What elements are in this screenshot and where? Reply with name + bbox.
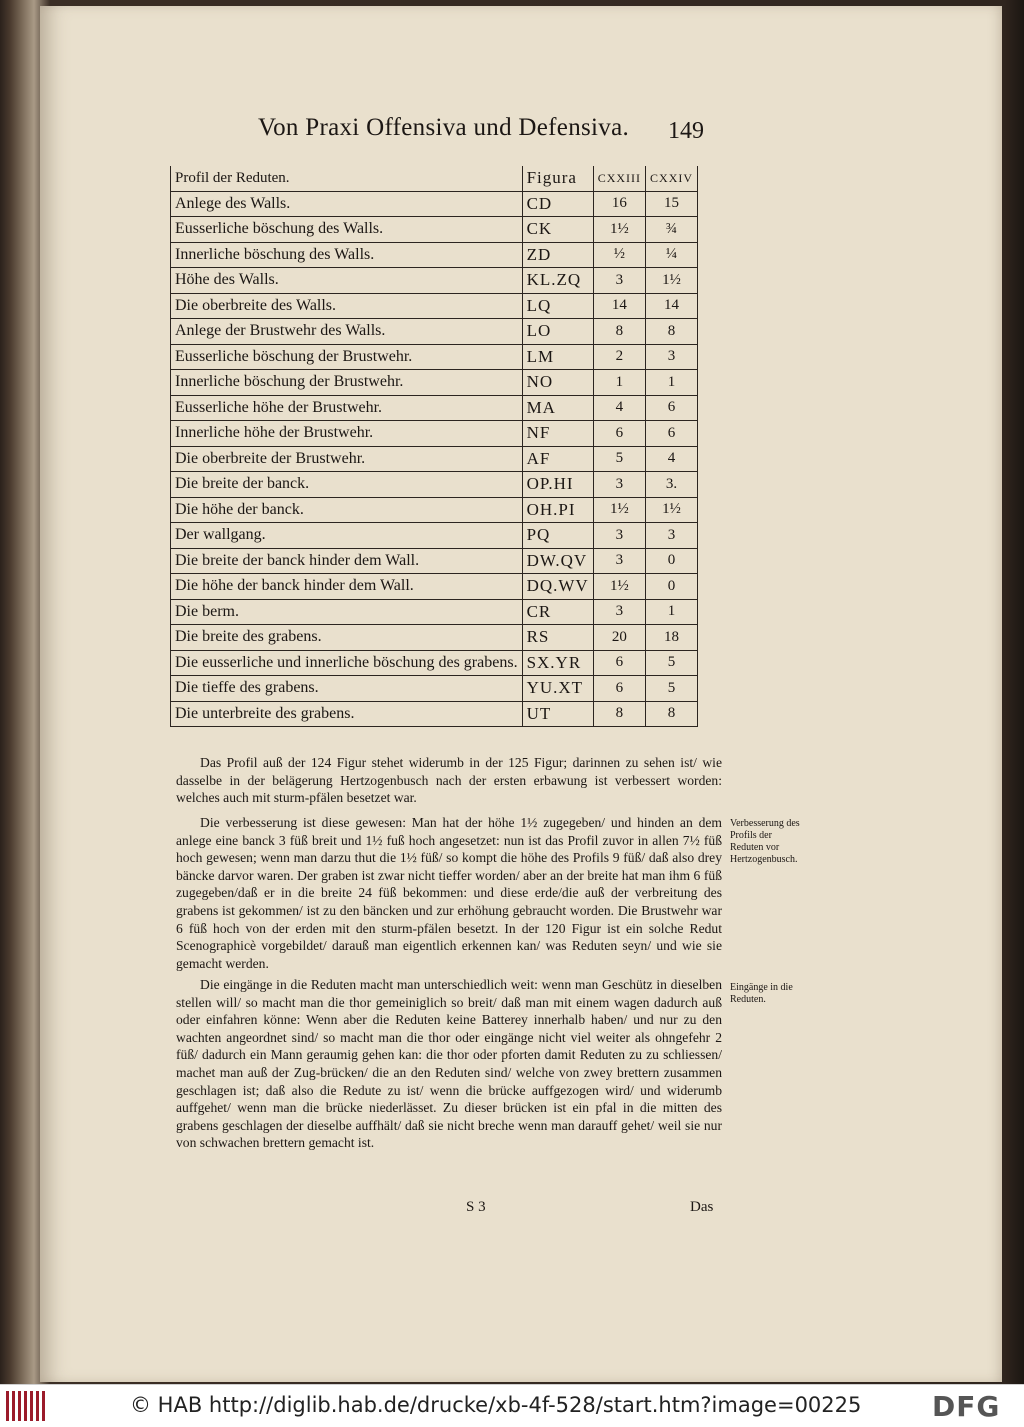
marginal-note-1: Verbesserung des Profils der Reduten vor Hertzogenbusch. bbox=[730, 818, 800, 865]
table-row bbox=[171, 650, 698, 676]
hab-logo-icon bbox=[6, 1391, 46, 1421]
row-value-cxxiv: 5 bbox=[646, 676, 698, 702]
row-label: Der wallgang. bbox=[171, 523, 523, 549]
row-value-cxxiv: 1½ bbox=[646, 268, 698, 294]
row-label: Die berm. bbox=[171, 599, 523, 625]
row-value-cxxiii: 8 bbox=[593, 319, 645, 345]
row-label: Eusserliche böschung der Brustwehr. bbox=[171, 344, 523, 370]
paragraph-2 bbox=[176, 814, 722, 972]
catchword: Das bbox=[690, 1199, 714, 1215]
table-row bbox=[171, 217, 698, 243]
row-value-cxxiii: 3 bbox=[593, 268, 645, 294]
signature-mark: S 3 bbox=[466, 1199, 486, 1215]
book-page bbox=[40, 6, 1002, 1382]
row-value-cxxiv: 15 bbox=[646, 191, 698, 217]
table-row bbox=[171, 548, 698, 574]
paragraph-1-text: Das Profil auß der 124 Figur stehet widerumb in der 125 Figur; darinnen zu sehen ist/ wie dasselbe in der belägerung Hertzogenbusch nach der ersten erbawung ist verbessert worden: welches auch mit sturm-pfälen besetzet war. bbox=[176, 755, 722, 806]
row-value-cxxiii: ½ bbox=[593, 242, 645, 268]
row-figura: DQ.WV bbox=[522, 574, 593, 600]
dfg-logo: DFG bbox=[932, 1390, 1001, 1423]
row-label: Die höhe der banck hinder dem Wall. bbox=[171, 574, 523, 600]
row-value-cxxiii: 3 bbox=[593, 599, 645, 625]
row-label: Anlege des Walls. bbox=[171, 191, 523, 217]
marginal-note-2: Eingänge in die Reduten. bbox=[730, 982, 793, 1005]
profile-table-body bbox=[171, 191, 698, 727]
table-row bbox=[171, 319, 698, 345]
row-label: Die oberbreite des Walls. bbox=[171, 293, 523, 319]
paragraph-3 bbox=[176, 976, 722, 1152]
paragraph-2-text: Die verbesserung ist diese gewesen: Man hat der höhe 1½ zugegeben/ und hinden an dem anlege eine banck 3 füß breit und 1½ fuß hoch angesetzet: nun ist das Profil zuvor in allen 7½ füß hoch gewesen; wenn man darzu thut die 1½ füß/ so kompt die höhe des Profils 9 füß/ daß also drey bäncke darvor waren. Der graben ist zwar nicht tieffer worden/ aber an der breite hat man ihm 6 füß zugegeben/daß er in die breite 24 füß bekommen: und diese erde/die auß der verbreitung des grabens ist gekommen/ ist zu den bäncken und zur erhöhung gebraucht worden. Die Brustwehr war 6 füß hoch von der erden mit den sturm-pfälen besetzt. In der 120 Figur ist ein solche Redut Scenographicè vorgebildet/ darauß man eigentlich erkennen kan/ was Reduten seyn/ und wie sie gemacht werden. bbox=[176, 815, 722, 971]
table-row bbox=[171, 625, 698, 651]
table-header-row bbox=[171, 166, 698, 191]
table-row bbox=[171, 421, 698, 447]
row-figura: MA bbox=[522, 395, 593, 421]
row-value-cxxiii: 5 bbox=[593, 446, 645, 472]
row-label: Die tieffe des grabens. bbox=[171, 676, 523, 702]
table-header-cxxiii: CXXIII bbox=[593, 166, 645, 191]
table-row bbox=[171, 676, 698, 702]
row-value-cxxiv: 0 bbox=[646, 574, 698, 600]
row-figura: CR bbox=[522, 599, 593, 625]
row-label: Die breite der banck hinder dem Wall. bbox=[171, 548, 523, 574]
row-figura: LQ bbox=[522, 293, 593, 319]
row-value-cxxiii: 14 bbox=[593, 293, 645, 319]
row-value-cxxiv: 3 bbox=[646, 344, 698, 370]
table-row bbox=[171, 395, 698, 421]
row-label: Die eusserliche und innerliche böschung des grabens. bbox=[171, 650, 523, 676]
table-row bbox=[171, 497, 698, 523]
row-figura: LO bbox=[522, 319, 593, 345]
row-value-cxxiii: 1½ bbox=[593, 217, 645, 243]
row-figura: ZD bbox=[522, 242, 593, 268]
row-label: Die oberbreite der Brustwehr. bbox=[171, 446, 523, 472]
row-value-cxxiii: 3 bbox=[593, 472, 645, 498]
row-value-cxxiv: 0 bbox=[646, 548, 698, 574]
row-figura: AF bbox=[522, 446, 593, 472]
row-value-cxxiii: 6 bbox=[593, 650, 645, 676]
row-value-cxxiii: 3 bbox=[593, 523, 645, 549]
row-value-cxxiv: ¾ bbox=[646, 217, 698, 243]
row-label: Eusserliche böschung des Walls. bbox=[171, 217, 523, 243]
table-row bbox=[171, 701, 698, 727]
row-value-cxxiii: 4 bbox=[593, 395, 645, 421]
copyright-link[interactable]: © HAB http://diglib.hab.de/drucke/xb-4f-528/start.htm?image=00225 bbox=[130, 1393, 862, 1417]
table-row bbox=[171, 293, 698, 319]
table-header-cxxiv: CXXIV bbox=[646, 166, 698, 191]
table-row bbox=[171, 344, 698, 370]
row-value-cxxiii: 1½ bbox=[593, 497, 645, 523]
row-label: Anlege der Brustwehr des Walls. bbox=[171, 319, 523, 345]
row-value-cxxiii: 16 bbox=[593, 191, 645, 217]
row-value-cxxiv: 18 bbox=[646, 625, 698, 651]
row-figura: CK bbox=[522, 217, 593, 243]
table-row bbox=[171, 446, 698, 472]
table-row bbox=[171, 599, 698, 625]
row-value-cxxiii: 8 bbox=[593, 701, 645, 727]
row-value-cxxiii: 6 bbox=[593, 421, 645, 447]
table-row bbox=[171, 523, 698, 549]
paragraph-3-text: Die eingänge in die Reduten macht man unterschiedlich weit: wenn man Geschütz in dieselben stellen will/ so macht man die thor gemeiniglich so breit/ daß man mit einem wagen dadurch auß oder einfahren könne: Wenn aber die Reduten keine Batterey innerhalb haben/ und nur zu den wachten angeordnet sind/ so macht man die thor oder eingänge nicht viel weiter als ohngefehr 2 füß/ dadurch ein Mann geraumig gehen kan: die thor oder pforten damit Reduten zu zu schliessen/ machet man auß der Zug-brücken/ die an den Reduten sind/ welche von zwey brettern zusammen geschlagen ist; daß also die Redute zu ist/ wenn die brücke auffgezogen wird/ und widerumb auffgehet/ wenn man die brücke niederlässet. Zu dieser brücken ist ein pfal in die mitten des grabens geschlagen der dieselbe auffhält/ daß sie nicht breche wenn man darauff gehet/ weil sie nur von schwachen brettern gemacht ist. bbox=[176, 977, 722, 1151]
row-figura: LM bbox=[522, 344, 593, 370]
row-value-cxxiii: 1 bbox=[593, 370, 645, 396]
row-value-cxxiv: 8 bbox=[646, 701, 698, 727]
row-label: Innerliche höhe der Brustwehr. bbox=[171, 421, 523, 447]
page-number: 149 bbox=[668, 118, 704, 144]
row-label: Eusserliche höhe der Brustwehr. bbox=[171, 395, 523, 421]
viewer-footer bbox=[0, 1384, 1024, 1427]
row-value-cxxiv: 1 bbox=[646, 599, 698, 625]
paragraph-1 bbox=[176, 754, 722, 807]
table-row bbox=[171, 242, 698, 268]
row-figura: DW.QV bbox=[522, 548, 593, 574]
row-figura: YU.XT bbox=[522, 676, 593, 702]
row-label: Höhe des Walls. bbox=[171, 268, 523, 294]
row-value-cxxiv: 1 bbox=[646, 370, 698, 396]
row-value-cxxiv: 14 bbox=[646, 293, 698, 319]
table-header-label: Profil der Reduten. bbox=[171, 166, 523, 191]
row-value-cxxiii: 6 bbox=[593, 676, 645, 702]
row-value-cxxiv: 3. bbox=[646, 472, 698, 498]
row-value-cxxiii: 3 bbox=[593, 548, 645, 574]
row-figura: UT bbox=[522, 701, 593, 727]
table-row bbox=[171, 574, 698, 600]
row-figura: OH.PI bbox=[522, 497, 593, 523]
table-row bbox=[171, 370, 698, 396]
row-value-cxxiv: 8 bbox=[646, 319, 698, 345]
row-figura: RS bbox=[522, 625, 593, 651]
table-header-figura: Figura bbox=[522, 166, 593, 191]
table-row bbox=[171, 472, 698, 498]
row-value-cxxiv: ¼ bbox=[646, 242, 698, 268]
row-label: Innerliche böschung des Walls. bbox=[171, 242, 523, 268]
row-value-cxxiv: 6 bbox=[646, 395, 698, 421]
profile-table bbox=[170, 166, 698, 727]
row-label: Die unterbreite des grabens. bbox=[171, 701, 523, 727]
row-value-cxxiii: 1½ bbox=[593, 574, 645, 600]
row-label: Die breite des grabens. bbox=[171, 625, 523, 651]
row-figura: OP.HI bbox=[522, 472, 593, 498]
row-label: Die höhe der banck. bbox=[171, 497, 523, 523]
row-value-cxxiv: 3 bbox=[646, 523, 698, 549]
row-label: Innerliche böschung der Brustwehr. bbox=[171, 370, 523, 396]
table-row bbox=[171, 268, 698, 294]
row-figura: NF bbox=[522, 421, 593, 447]
row-value-cxxiv: 5 bbox=[646, 650, 698, 676]
row-figura: SX.YR bbox=[522, 650, 593, 676]
row-label: Die breite der banck. bbox=[171, 472, 523, 498]
row-value-cxxiv: 1½ bbox=[646, 497, 698, 523]
row-value-cxxiv: 6 bbox=[646, 421, 698, 447]
table-row bbox=[171, 191, 698, 217]
row-figura: NO bbox=[522, 370, 593, 396]
row-figura: CD bbox=[522, 191, 593, 217]
row-value-cxxiii: 2 bbox=[593, 344, 645, 370]
row-value-cxxiv: 4 bbox=[646, 446, 698, 472]
row-figura: KL.ZQ bbox=[522, 268, 593, 294]
page-header: Von Praxi Offensiva und Defensiva. bbox=[258, 114, 630, 141]
row-value-cxxiii: 20 bbox=[593, 625, 645, 651]
row-figura: PQ bbox=[522, 523, 593, 549]
